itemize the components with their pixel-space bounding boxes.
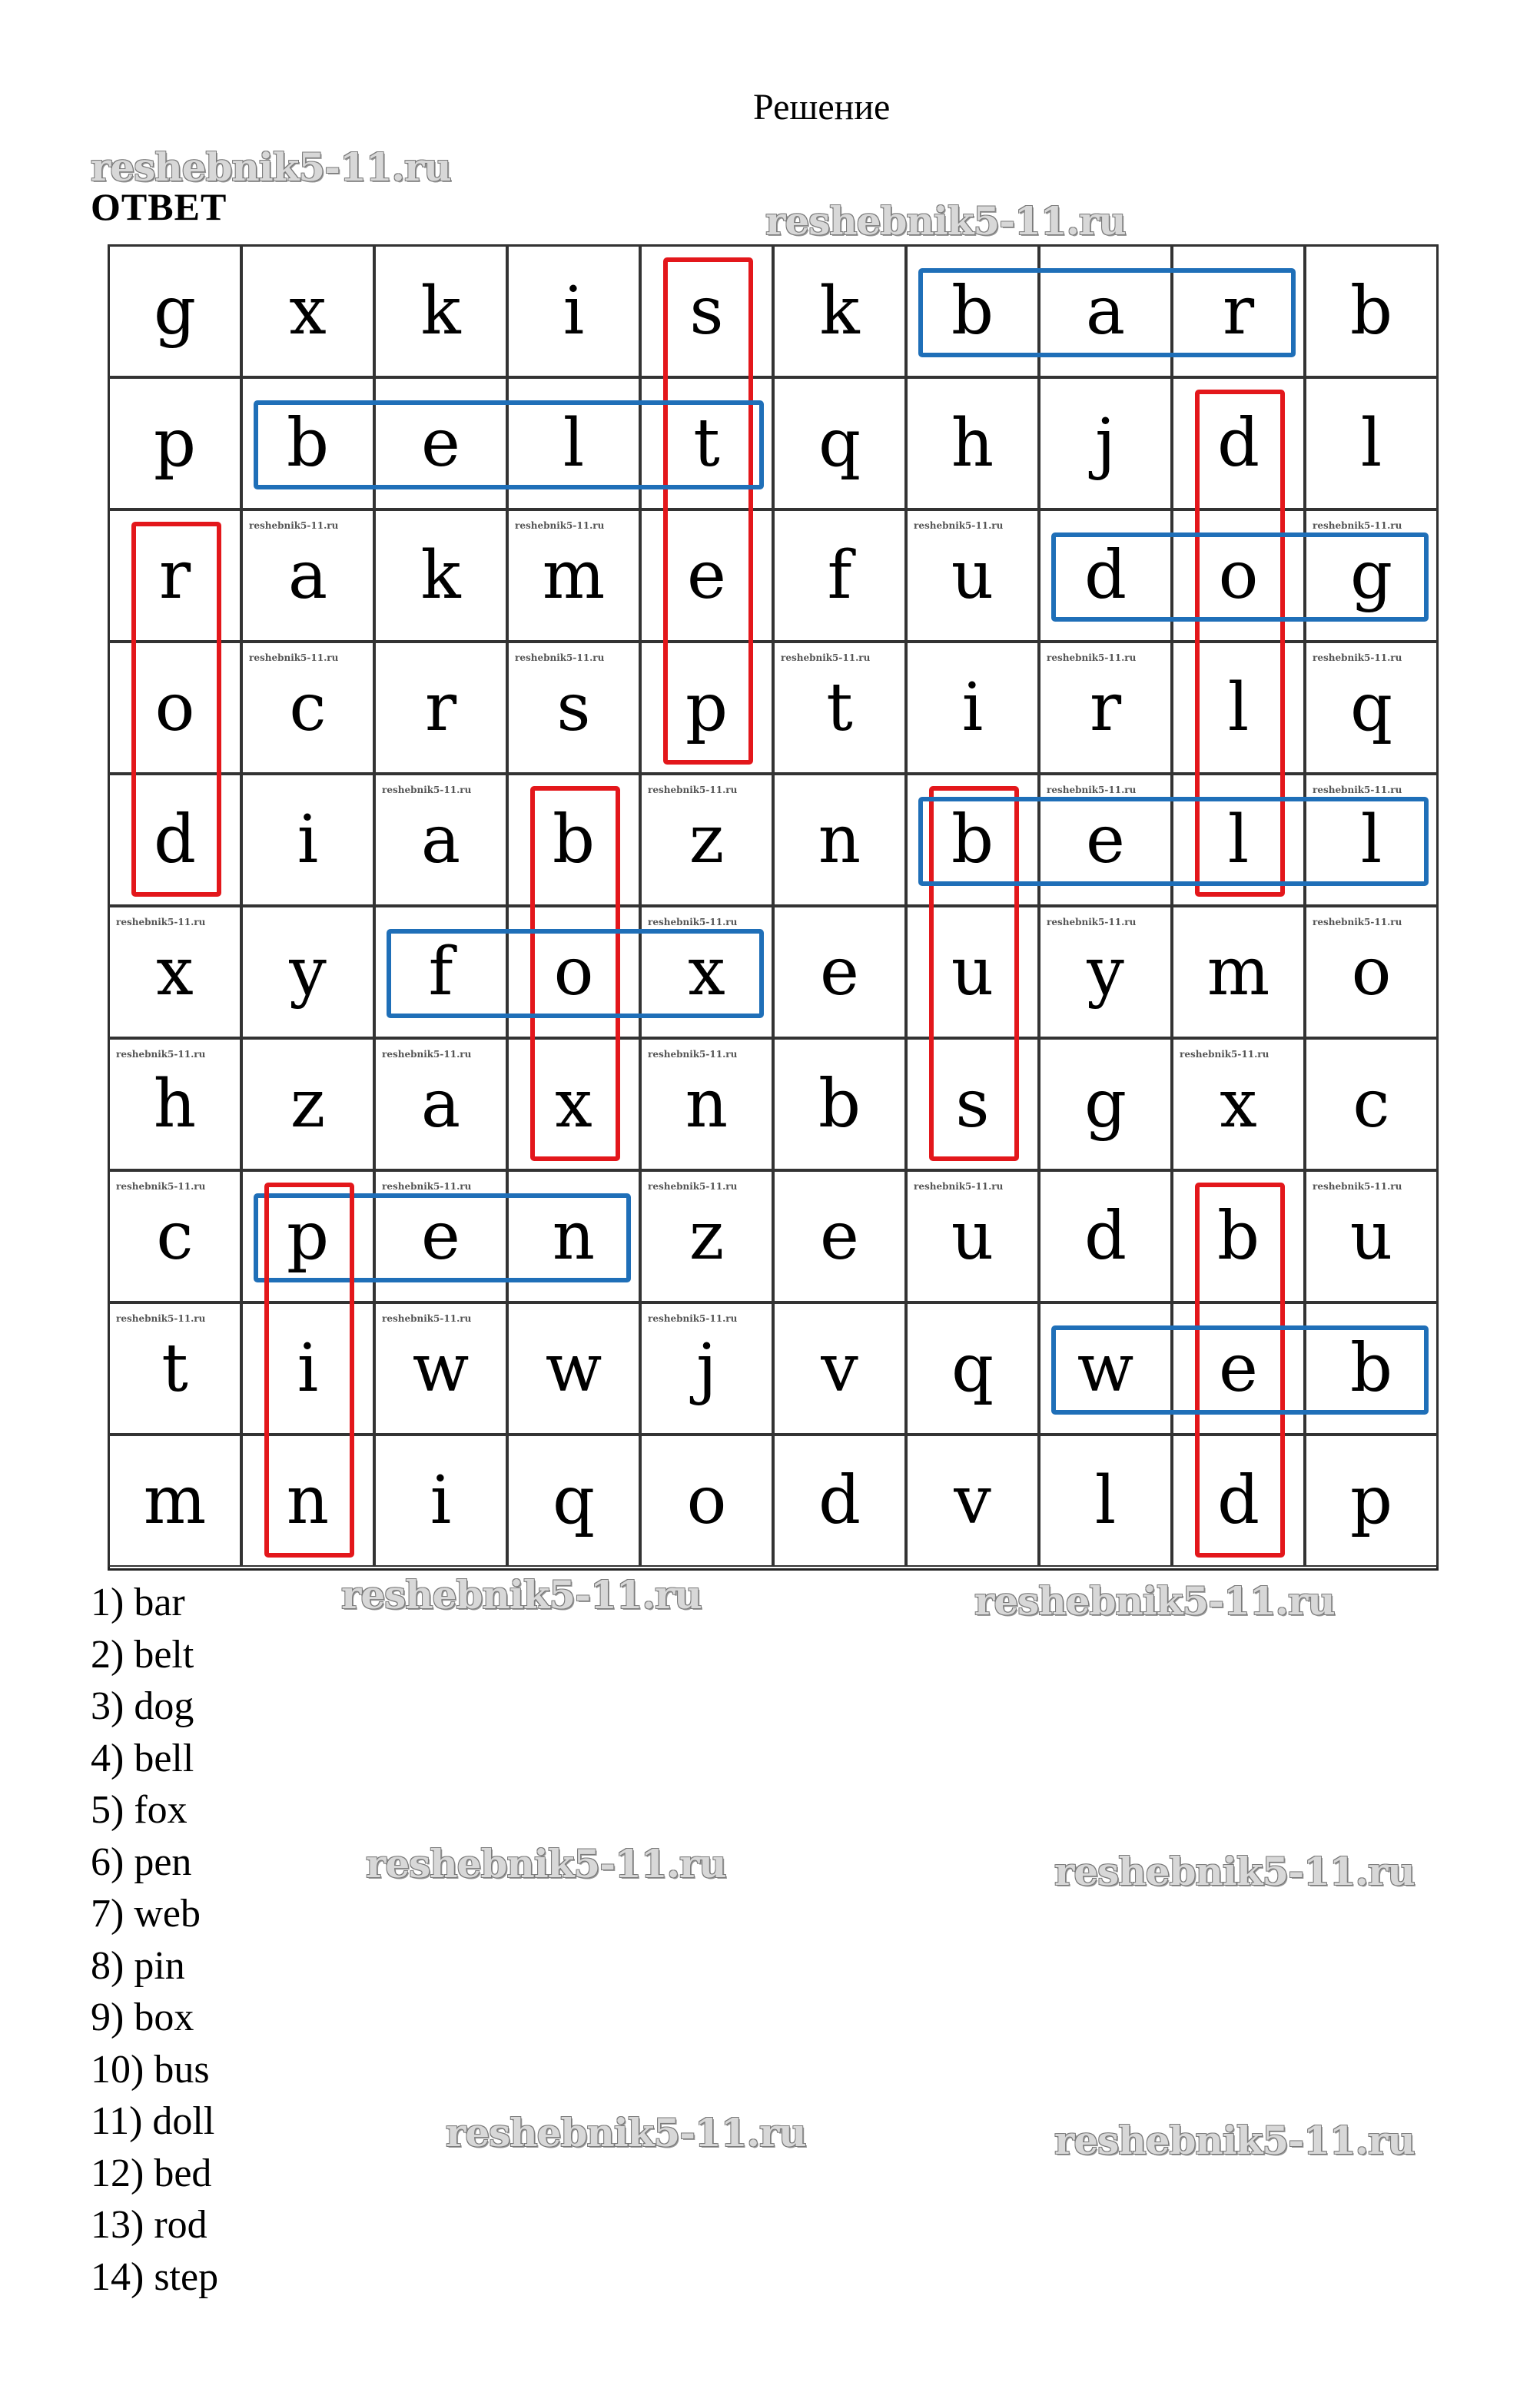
grid-cell: t xyxy=(640,377,773,509)
watermark: reshebnik5-11.ru xyxy=(1313,1181,1402,1192)
grid-cell: u xyxy=(906,906,1039,1038)
grid-cell: i xyxy=(241,1302,374,1435)
grid-cell: v xyxy=(906,1435,1039,1567)
grid-cell: i xyxy=(374,1435,507,1567)
word-box-bell xyxy=(918,797,1429,886)
grid-cell: z xyxy=(640,774,773,906)
watermark: reshebnik5-11.ru xyxy=(1180,1049,1270,1060)
grid-cell: d xyxy=(108,774,241,906)
answer-item: 5) fox xyxy=(91,1788,188,1832)
grid-cell: c xyxy=(241,642,374,774)
watermark: reshebnik5-11.ru xyxy=(1047,652,1137,663)
grid-cell: z xyxy=(640,1170,773,1302)
answer-item: 9) box xyxy=(91,1996,194,2039)
watermark: reshebnik5-11.ru xyxy=(515,520,605,531)
grid-cell: b xyxy=(241,377,374,509)
grid-cell: k xyxy=(374,245,507,377)
watermark: reshebnik5-11.ru xyxy=(974,1578,1335,1624)
grid-cell: t xyxy=(773,642,906,774)
grid-cell: a xyxy=(1039,245,1172,377)
watermark: reshebnik5-11.ru xyxy=(382,785,472,795)
grid-cell: w xyxy=(1039,1302,1172,1435)
grid-cell: n xyxy=(507,1170,640,1302)
grid-cell: c xyxy=(108,1170,241,1302)
grid-cell: w xyxy=(507,1302,640,1435)
watermark: reshebnik5-11.ru xyxy=(914,520,1004,531)
watermark: reshebnik5-11.ru xyxy=(1313,785,1402,795)
grid-cell: p xyxy=(108,377,241,509)
watermark: reshebnik5-11.ru xyxy=(366,1841,726,1886)
watermark: reshebnik5-11.ru xyxy=(1047,917,1137,927)
grid-cell: s xyxy=(507,642,640,774)
answer-item: 11) doll xyxy=(91,2099,215,2143)
grid-cell: e xyxy=(1172,1302,1305,1435)
grid-cell: y xyxy=(1039,906,1172,1038)
grid-cell: x xyxy=(241,245,374,377)
grid-cell: g xyxy=(1305,509,1438,642)
grid-cell: q xyxy=(1305,642,1438,774)
watermark: reshebnik5-11.ru xyxy=(91,144,451,190)
grid-cell: x xyxy=(1172,1038,1305,1170)
word-box-rod xyxy=(131,522,221,897)
grid-cell: m xyxy=(108,1435,241,1567)
answer-list xyxy=(91,1577,218,2303)
watermark: reshebnik5-11.ru xyxy=(1047,785,1137,795)
grid-cell: d xyxy=(1039,509,1172,642)
grid-cell: r xyxy=(1039,642,1172,774)
word-box-fox xyxy=(387,929,764,1018)
watermark: reshebnik5-11.ru xyxy=(648,1049,738,1060)
grid-cell: f xyxy=(773,509,906,642)
answer-item: 8) pin xyxy=(91,1943,185,1988)
answer-item: 10) bus xyxy=(91,2047,210,2092)
watermark: reshebnik5-11.ru xyxy=(382,1313,472,1324)
word-box-pin xyxy=(264,1183,354,1558)
grid-cell: n xyxy=(640,1038,773,1170)
grid-cell: b xyxy=(1172,1170,1305,1302)
grid-cell: t xyxy=(108,1302,241,1435)
answer-item: 4) bell xyxy=(91,1736,194,1780)
grid-cell: e xyxy=(773,1170,906,1302)
word-box-step xyxy=(663,257,753,765)
answer-item: 1) bar xyxy=(91,1581,185,1624)
grid-cell: l xyxy=(1039,1435,1172,1567)
grid-cell: x xyxy=(108,906,241,1038)
answer-item: 3) dog xyxy=(91,1684,194,1728)
grid-cell: k xyxy=(773,245,906,377)
grid-cell: j xyxy=(1039,377,1172,509)
grid-cell: e xyxy=(640,509,773,642)
watermark: reshebnik5-11.ru xyxy=(515,652,605,663)
grid-cell: j xyxy=(640,1302,773,1435)
grid-cell: z xyxy=(241,1038,374,1170)
grid-cell: m xyxy=(1172,906,1305,1038)
grid-cell: r xyxy=(1172,245,1305,377)
grid-cell: l xyxy=(1305,377,1438,509)
grid-cell: x xyxy=(640,906,773,1038)
watermark: reshebnik5-11.ru xyxy=(781,652,871,663)
word-search-grid xyxy=(108,244,1439,1571)
watermark: reshebnik5-11.ru xyxy=(648,1313,738,1324)
watermark: reshebnik5-11.ru xyxy=(446,2110,806,2155)
grid-cell: d xyxy=(773,1435,906,1567)
grid-cell: e xyxy=(773,906,906,1038)
grid-cell: r xyxy=(108,509,241,642)
word-box-belt xyxy=(254,400,764,489)
page-title: Решение xyxy=(753,87,891,128)
grid-cell: v xyxy=(773,1302,906,1435)
grid-cell: p xyxy=(1305,1435,1438,1567)
answer-item: 7) web xyxy=(91,1892,201,1936)
grid-cell: i xyxy=(507,245,640,377)
grid-cell: b xyxy=(1305,1302,1438,1435)
grid-cell: l xyxy=(507,377,640,509)
watermark: reshebnik5-11.ru xyxy=(249,652,339,663)
grid-cell: l xyxy=(1172,774,1305,906)
watermark: reshebnik5-11.ru xyxy=(1313,652,1402,663)
grid-cell: i xyxy=(241,774,374,906)
grid-cell: a xyxy=(374,1038,507,1170)
word-box-web xyxy=(1051,1325,1429,1415)
grid-cell: q xyxy=(773,377,906,509)
grid-cell: o xyxy=(1305,906,1438,1038)
grid-cell: d xyxy=(1172,377,1305,509)
grid-cell: u xyxy=(906,1170,1039,1302)
grid-cell: l xyxy=(1305,774,1438,906)
answer-item: 12) bed xyxy=(91,2151,212,2195)
grid-cell: b xyxy=(773,1038,906,1170)
grid-cell: p xyxy=(241,1170,374,1302)
grid-cell: o xyxy=(507,906,640,1038)
grid-cell: s xyxy=(640,245,773,377)
grid-cell: a xyxy=(241,509,374,642)
grid-cell: e xyxy=(374,377,507,509)
grid-cell: d xyxy=(1172,1435,1305,1567)
grid-cell: r xyxy=(374,642,507,774)
grid-cell: l xyxy=(1172,642,1305,774)
grid-cell: f xyxy=(374,906,507,1038)
grid-cell: h xyxy=(108,1038,241,1170)
watermark: reshebnik5-11.ru xyxy=(116,1181,206,1192)
grid-cell: b xyxy=(507,774,640,906)
watermark: reshebnik5-11.ru xyxy=(382,1049,472,1060)
watermark: reshebnik5-11.ru xyxy=(341,1572,702,1617)
watermark: reshebnik5-11.ru xyxy=(116,917,206,927)
grid-cell: g xyxy=(1039,1038,1172,1170)
answer-item: 2) belt xyxy=(91,1632,194,1677)
grid-cell: q xyxy=(906,1302,1039,1435)
grid-cell: w xyxy=(374,1302,507,1435)
answer-item: 13) rod xyxy=(91,2203,207,2247)
watermark: reshebnik5-11.ru xyxy=(249,520,339,531)
grid-cell: i xyxy=(906,642,1039,774)
grid-cell: b xyxy=(906,774,1039,906)
grid-cell: y xyxy=(241,906,374,1038)
grid-cell: n xyxy=(241,1435,374,1567)
grid-cell: m xyxy=(507,509,640,642)
grid-cell: e xyxy=(1039,774,1172,906)
grid-cell: u xyxy=(906,509,1039,642)
watermark: reshebnik5-11.ru xyxy=(1313,917,1402,927)
grid-cell: b xyxy=(1305,245,1438,377)
grid-cell: o xyxy=(1172,509,1305,642)
watermark: reshebnik5-11.ru xyxy=(648,785,738,795)
grid-cell: q xyxy=(507,1435,640,1567)
watermark: reshebnik5-11.ru xyxy=(648,917,738,927)
watermark: reshebnik5-11.ru xyxy=(116,1313,206,1324)
watermark: reshebnik5-11.ru xyxy=(116,1049,206,1060)
watermark: reshebnik5-11.ru xyxy=(914,1181,1004,1192)
grid-cell: c xyxy=(1305,1038,1438,1170)
watermark: reshebnik5-11.ru xyxy=(1054,1849,1415,1894)
grid-cell: s xyxy=(906,1038,1039,1170)
grid-cell: p xyxy=(640,642,773,774)
watermark: reshebnik5-11.ru xyxy=(1313,520,1402,531)
answer-item: 6) pen xyxy=(91,1840,192,1884)
watermark: reshebnik5-11.ru xyxy=(648,1181,738,1192)
grid-cell: n xyxy=(773,774,906,906)
grid-cell: b xyxy=(906,245,1039,377)
watermark: reshebnik5-11.ru xyxy=(1054,2118,1415,2163)
watermark: reshebnik5-11.ru xyxy=(382,1181,472,1192)
grid-cell: g xyxy=(108,245,241,377)
word-box-dog xyxy=(1051,532,1429,622)
answer-item: 14) step xyxy=(91,2254,219,2299)
grid-cell: o xyxy=(640,1435,773,1567)
watermark: reshebnik5-11.ru xyxy=(765,198,1126,244)
grid-cell: e xyxy=(374,1170,507,1302)
grid-cell: k xyxy=(374,509,507,642)
grid-cell: x xyxy=(507,1038,640,1170)
grid-cell: o xyxy=(108,642,241,774)
grid-cell: h xyxy=(906,377,1039,509)
grid-cell: u xyxy=(1305,1170,1438,1302)
grid-cell: a xyxy=(374,774,507,906)
grid-cell: d xyxy=(1039,1170,1172,1302)
answer-label: ОТВЕТ xyxy=(91,185,227,228)
word-box-bar xyxy=(918,268,1296,357)
